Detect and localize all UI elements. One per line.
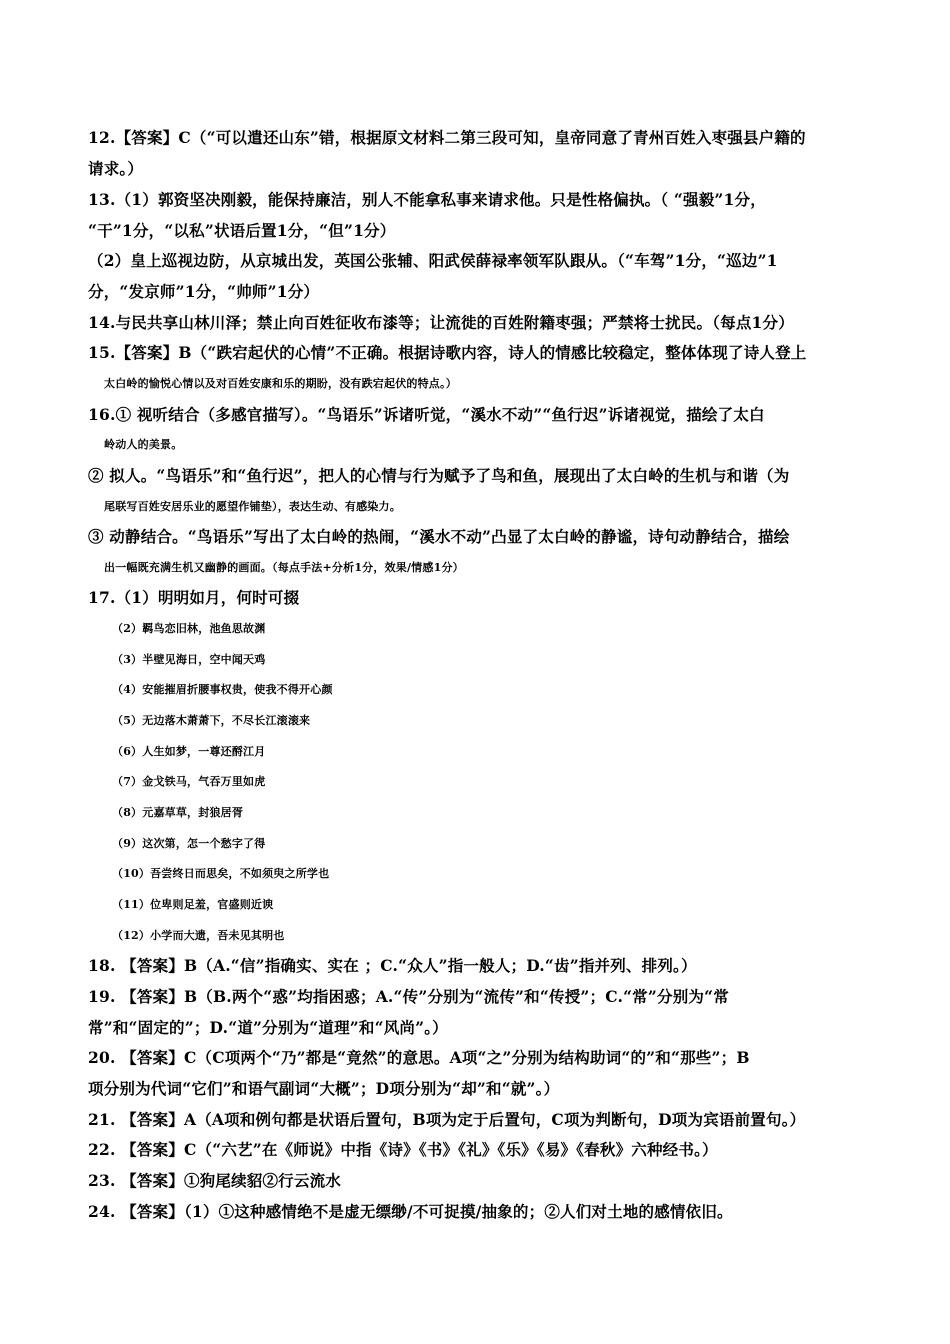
text-line: （10）吾尝终日而思矣，不如须臾之所学也 — [112, 867, 330, 880]
text-line: 出一幅既充满生机又幽静的画面。（每点手法+分析1分，效果/情感1分） — [104, 561, 464, 574]
text-line: 尾联写百姓安居乐业的愿望作铺垫），表达生动、有感染力。 — [104, 500, 401, 513]
text-line: ② 拟人。“鸟语乐”和“鱼行迟”，把人的心情与行为赋予了鸟和鱼，展现出了太白岭的生机与和谐（为 — [88, 466, 790, 485]
text-line: 13.（1）郭资坚决刚毅，能保持廉洁，别人不能拿私事来请求他。只是性格偏执。（ “强毅”1分， — [88, 190, 766, 209]
text-line: （5）无边落木萧萧下，不尽长江滚滚来 — [112, 714, 311, 727]
text-line: 20. 【答案】C（C项两个“乃”都是“竟然”的意思。A项“之”分别为结构助词“的”和“那些”；B — [88, 1048, 750, 1067]
text-line: （12）小学而大遗，吾未见其明也 — [112, 929, 285, 942]
text-line: 项分别为代词“它们”和语气副词“大概”；D项分别为“却”和“就”。） — [88, 1079, 560, 1098]
text-line: （2）皇上巡视边防，从京城出发，英国公张辅、阳武侯薛禄率领军队跟从。（“车驾”1分，“巡边”1 — [88, 251, 778, 270]
text-line: 18. 【答案】B（A.“信”指确实、实在 ；C.“众人”指一般人；D.“齿”指并列、排列。） — [88, 956, 697, 975]
text-line: “干”1分，“以私”状语后置1分，“但”1分） — [88, 221, 396, 240]
text-line: 22. 【答案】C（“六艺”在《师说》中指《诗》《书》《礼》《乐》《易》《春秋》六种经书。） — [88, 1140, 718, 1159]
text-line: 常”和“固定的”；D.“道”分别为“道理”和“风尚”。） — [88, 1018, 448, 1037]
text-line: （7）金戈铁马，气吞万里如虎 — [112, 775, 266, 788]
text-line: 23. 【答案】①狗尾续貂②行云流水 — [88, 1171, 341, 1190]
text-line: 15.【答案】B（“跌宕起伏的心情”不正确。根据诗歌内容，诗人的情感比较稳定，整体体现了诗人登上 — [88, 343, 807, 362]
text-line: 24. 【答案】（1）①这种感情绝不是虚无缥缈/不可捉摸/抽象的；②人们对土地的感情依旧。 — [88, 1202, 733, 1221]
text-line: （8）元嘉草草，封狼居胥 — [112, 806, 244, 819]
text-line: （3）半壁见海日，空中闻天鸡 — [112, 653, 266, 666]
text-line: 16.① 视听结合（多感官描写）。“鸟语乐”诉诸听觉，“溪水不动”“鱼行迟”诉诸视觉，描绘了太白 — [88, 405, 765, 424]
text-line: （6）人生如梦，一尊还酹江月 — [112, 745, 266, 758]
text-line: 岭动人的美景。 — [104, 438, 183, 451]
text-line: 17.（1）明明如月，何时可掇 — [88, 588, 300, 607]
text-line: 分，“发京师”1分，“帅师”1分） — [88, 282, 320, 301]
text-line: 21. 【答案】A（A项和例句都是状语后置句，B项为定于后置句，C项为判断句，D项为宾语前置句。） — [88, 1110, 806, 1129]
text-line: （4）安能摧眉折腰事权贵，使我不得开心颜 — [112, 683, 333, 696]
text-line: 请求。） — [88, 159, 144, 178]
text-line: ③ 动静结合。“鸟语乐”写出了太白岭的热闹，“溪水不动”凸显了太白岭的静谧，诗句动静结合，描绘 — [88, 527, 790, 546]
text-line: （2）羁鸟恋旧林，池鱼思故渊 — [112, 622, 266, 635]
text-line: 12.【答案】C（“可以遣还山东”错，根据原文材料二第三段可知，皇帝同意了青州百姓入枣强县户籍的 — [88, 128, 806, 147]
text-line: 太白岭的愉悦心情以及对百姓安康和乐的期盼，没有跌宕起伏的特点。） — [104, 377, 457, 390]
text-line: 19. 【答案】B（B.两个“惑”均指困惑；A.“传”分别为“流传”和“传授”；C.“常”分别为“常 — [88, 987, 729, 1006]
text-line: （11）位卑则足羞，官盛则近谀 — [112, 898, 274, 911]
text-line: （9）这次第，怎一个愁字了得 — [112, 837, 266, 850]
text-line: 14.与民共享山林川泽；禁止向百姓征收布漆等；让流徙的百姓附籍枣强；严禁将士扰民。（每点1分） — [88, 313, 794, 332]
